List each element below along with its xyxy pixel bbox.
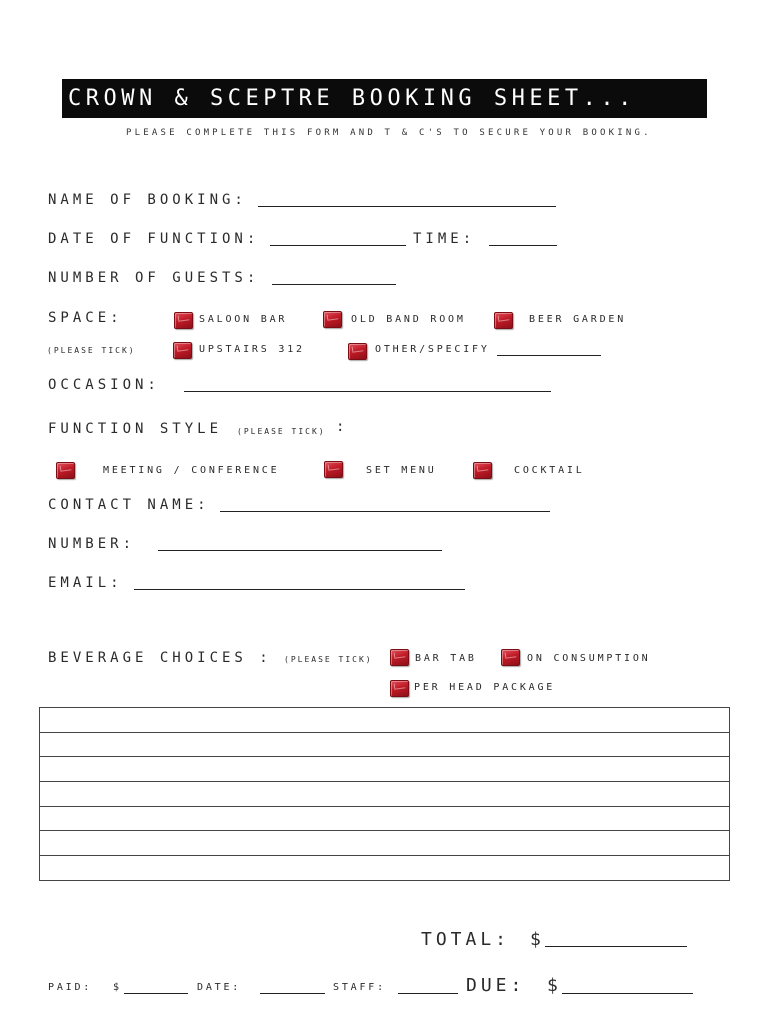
function-style-colon: : <box>336 419 349 435</box>
other-specify-field[interactable] <box>497 355 601 356</box>
set-menu-option: SET MENU <box>366 465 437 476</box>
beer-garden-checkbox[interactable] <box>494 312 513 329</box>
per-head-package-option: PER HEAD PACKAGE <box>414 682 556 693</box>
upstairs-312-checkbox[interactable] <box>173 342 192 359</box>
meeting-conference-checkbox[interactable] <box>56 462 75 479</box>
number-label: NUMBER: <box>48 536 136 552</box>
saloon-bar-option: SALOON BAR <box>199 314 288 325</box>
staff-label: STAFF: <box>333 982 386 993</box>
number-of-guests-label: NUMBER OF GUESTS: <box>48 270 260 286</box>
other-specify-checkbox[interactable] <box>348 343 367 360</box>
beverage-table <box>39 707 730 881</box>
name-of-booking-label: NAME OF BOOKING: <box>48 192 247 208</box>
name-of-booking-field[interactable] <box>258 206 556 207</box>
set-menu-checkbox[interactable] <box>324 461 343 478</box>
date-of-function-field[interactable] <box>270 245 406 246</box>
time-field[interactable] <box>489 245 557 246</box>
beverage-hint: (PLEASE TICK) <box>284 655 373 664</box>
due-label: DUE: <box>466 975 526 996</box>
due-currency: $ <box>547 975 562 996</box>
beverage-choices-label: BEVERAGE CHOICES : <box>48 650 272 666</box>
space-label: SPACE: <box>48 310 123 326</box>
table-row[interactable] <box>40 807 729 832</box>
saloon-bar-checkbox[interactable] <box>174 312 193 329</box>
email-label: EMAIL: <box>48 575 123 591</box>
page-title: CROWN & SCEPTRE BOOKING SHEET... <box>68 86 636 111</box>
occasion-label: OCCASION: <box>48 377 160 393</box>
contact-name-label: CONTACT NAME: <box>48 497 210 513</box>
old-band-room-option: OLD BAND ROOM <box>351 314 466 325</box>
bar-tab-checkbox[interactable] <box>390 649 409 666</box>
title-bar <box>62 79 707 118</box>
total-field[interactable] <box>545 946 687 947</box>
total-label: TOTAL: <box>421 929 511 950</box>
page-subtitle: PLEASE COMPLETE THIS FORM AND T & C'S TO SECURE YOUR BOOKING. <box>126 128 652 138</box>
on-consumption-checkbox[interactable] <box>501 649 520 666</box>
table-row[interactable] <box>40 856 729 881</box>
total-currency: $ <box>530 929 545 950</box>
meeting-conference-option: MEETING / CONFERENCE <box>103 465 280 476</box>
number-field[interactable] <box>158 550 442 551</box>
date-of-function-label: DATE OF FUNCTION: <box>48 231 260 247</box>
date-field[interactable] <box>260 993 325 994</box>
table-row[interactable] <box>40 782 729 807</box>
cocktail-checkbox[interactable] <box>473 462 492 479</box>
paid-label: PAID: <box>48 982 93 993</box>
contact-name-field[interactable] <box>220 511 550 512</box>
on-consumption-option: ON CONSUMPTION <box>527 653 651 664</box>
bar-tab-option: BAR TAB <box>415 653 477 664</box>
table-row[interactable] <box>40 757 729 782</box>
occasion-field[interactable] <box>184 391 551 392</box>
other-specify-option: OTHER/SPECIFY <box>375 344 490 355</box>
function-style-label: FUNCTION STYLE <box>48 421 223 437</box>
cocktail-option: COCKTAIL <box>514 465 585 476</box>
email-field[interactable] <box>134 589 465 590</box>
table-row[interactable] <box>40 733 729 758</box>
space-hint: (PLEASE TICK) <box>47 346 136 355</box>
function-style-hint: (PLEASE TICK) <box>237 427 326 436</box>
beer-garden-option: BEER GARDEN <box>529 314 627 325</box>
per-head-package-checkbox[interactable] <box>390 680 409 697</box>
table-row[interactable] <box>40 708 729 733</box>
time-label: TIME: <box>413 231 476 247</box>
table-row[interactable] <box>40 831 729 856</box>
paid-field[interactable] <box>124 993 188 994</box>
number-of-guests-field[interactable] <box>272 284 396 285</box>
due-field[interactable] <box>562 993 693 994</box>
staff-field[interactable] <box>398 993 458 994</box>
old-band-room-checkbox[interactable] <box>323 311 342 328</box>
paid-currency: $ <box>113 982 122 993</box>
date-label: DATE: <box>197 982 242 993</box>
upstairs-312-option: UPSTAIRS 312 <box>199 344 305 355</box>
